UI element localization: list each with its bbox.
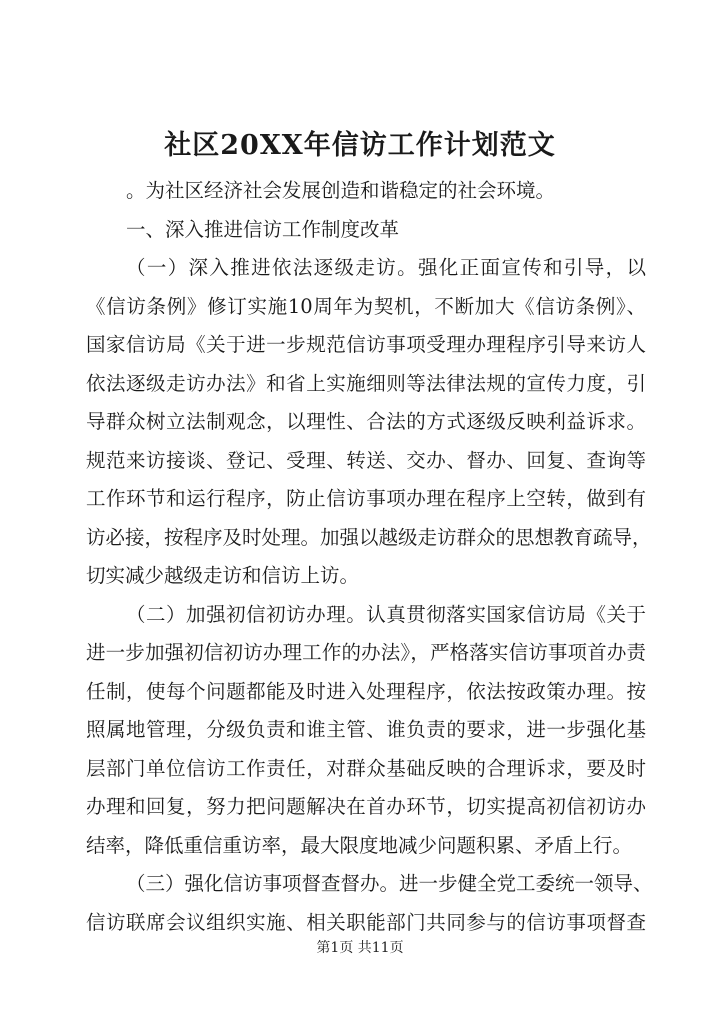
paragraph-line: （一）深入推进依法逐级走访。强化正面宣传和引导，以 (126, 256, 646, 279)
paragraph-line: 照属地管理，分级负责和谁主管、谁负责的要求，进一步强化基 (86, 718, 646, 741)
paragraph-line: 进一步加强初信初访办理工作的办法》，严格落实信访事项首办责 (86, 641, 646, 664)
document-title: 社区20XX年信访工作计划范文 (164, 130, 556, 161)
paragraph-line: 切实减少越级走访和信访上访。 (86, 564, 360, 587)
paragraph-line: 任制，使每个问题都能及时进入处理程序，依法按政策办理。按 (86, 679, 646, 703)
document-body (86, 172, 653, 942)
paragraph-line: 访必接，按程序及时处理。加强以越级走访群众的思想教育疏导， (86, 525, 652, 549)
section-heading: 一、深入推进信访工作制度改革 (126, 217, 400, 241)
paragraph-line: （二）加强初信初访办理。认真贯彻落实国家信访局《关于 (126, 602, 646, 626)
page-number: 第1页 共11页 (316, 940, 404, 956)
paragraph-line: （三）强化信访事项督查督办。进一步健全党工委统一领导、 (126, 872, 653, 895)
paragraph-line: 《信访条例》修订实施10周年为契机，不断加大《信访条例》、 (86, 294, 646, 318)
paragraph-line: 导群众树立法制观念，以理性、合法的方式逐级反映利益诉求。 (86, 410, 646, 433)
paragraph-line: 。为社区经济社会发展创造和谐稳定的社会环境。 (126, 179, 556, 202)
paragraph-line: 规范来访接谈、登记、受理、转送、交办、督办、回复、查询等 (86, 448, 646, 472)
paragraph-line: 工作环节和运行程序，防止信访事项办理在程序上空转，做到有 (86, 487, 646, 510)
paragraph-line: 办理和回复，努力把问题解决在首办环节，切实提高初信初访办 (86, 795, 646, 818)
paragraph-line: 依法逐级走访办法》和省上实施细则等法律法规的宣传力度，引 (86, 371, 646, 395)
paragraph-line: 结率，降低重信重访率，最大限度地减少问题积累、矛盾上行。 (86, 833, 633, 857)
paragraph-line: 信访联席会议组织实施、相关职能部门共同参与的信访事项督查 (86, 910, 646, 934)
paragraph-line: 国家信访局《关于进一步规范信访事项受理办理程序引导来访人 (86, 333, 646, 356)
paragraph-line: 层部门单位信访工作责任，对群众基础反映的合理诉求，要及时 (86, 756, 646, 780)
